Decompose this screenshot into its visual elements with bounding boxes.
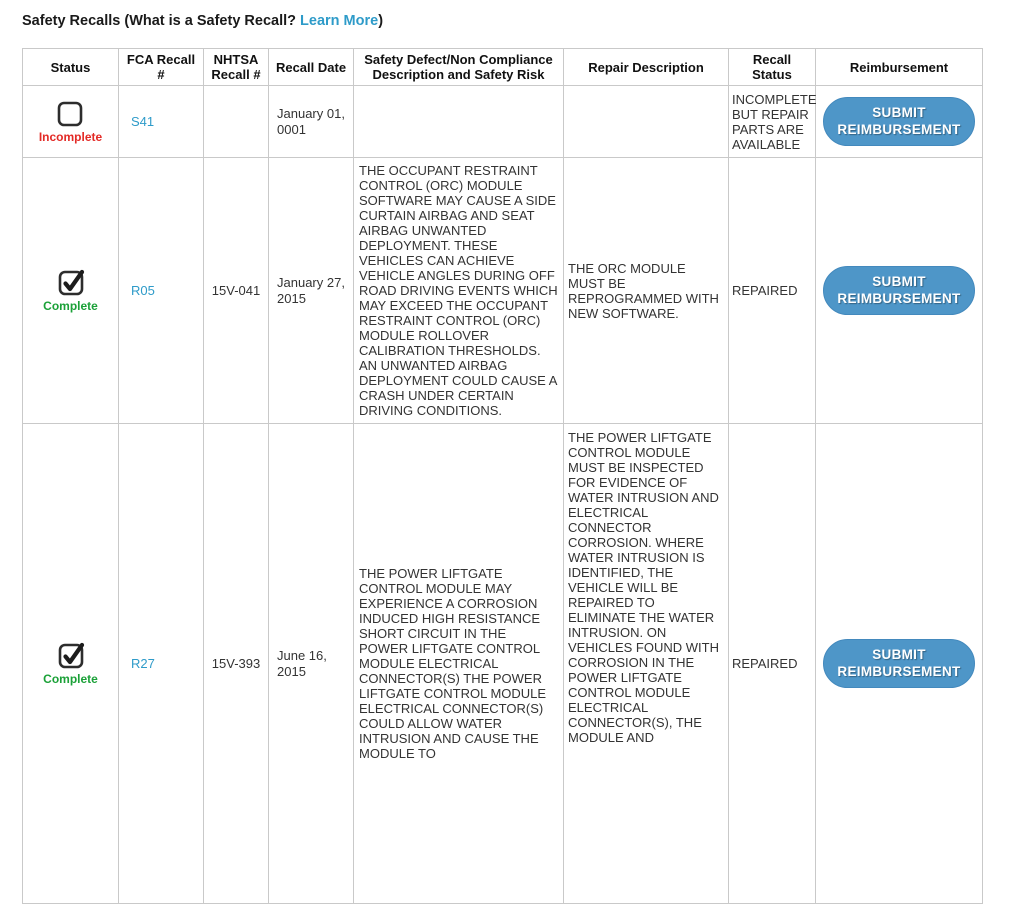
reimbursement-cell (816, 158, 983, 424)
status-cell (23, 158, 119, 424)
nhtsa-recall-cell: 15V-041 (204, 158, 269, 424)
nhtsa-recall-cell (204, 86, 269, 158)
fca-recall-cell (119, 86, 204, 158)
table-row (23, 424, 983, 904)
safety-recalls-table (22, 48, 983, 904)
column-header-status: Status (23, 49, 119, 86)
checkbox-checked-icon (57, 641, 85, 671)
defect-description-cell: THE OCCUPANT RESTRAINT CONTROL (ORC) MODULE SOFTWARE MAY CAUSE A SIDE CURTAIN AIRBAG AND SEAT AIRBAG UNWANTED DEPLOYMENT. THESE VEHICLES CAN ACHIEVE VEHICLE ANGLES DURING OFF ROAD DRIVING EVENTS WHICH MAY EXCEED THE OCCUPANT RESTRAINT CONTROL (ORC) MODULE ROLLOVER CALIBRATION THRESHOLDS. AN UNWANTED AIRBAG DEPLOYMENT COULD CAUSE A CRASH UNDER CERTAIN DRIVING CONDITIONS. (354, 158, 564, 424)
fca-recall-link[interactable]: R27 (131, 656, 155, 671)
recall-status-cell: INCOMPLETE BUT REPAIR PARTS ARE AVAILABLE (729, 86, 816, 158)
submit-reimbursement-button[interactable]: SUBMIT REIMBURSEMENT (823, 97, 975, 146)
checkbox-unchecked-icon (56, 99, 84, 129)
recall-status-cell: REPAIRED (729, 158, 816, 424)
learn-more-link[interactable]: Learn More (300, 13, 379, 29)
defect-description-cell: THE POWER LIFTGATE CONTROL MODULE MAY EXPERIENCE A CORROSION INDUCED HIGH RESISTANCE SHORT CIRCUIT IN THE POWER LIFTGATE CONTROL MODULE ELECTRICAL CONNECTOR(S) THE POWER LIFTGATE CONTROL MODULE ELECTRICAL CONNECTOR(S) COULD ALLOW WATER INTRUSION AND CAUSE THE MODULE TO (354, 424, 564, 904)
repair-description-cell: THE ORC MODULE MUST BE REPROGRAMMED WITH NEW SOFTWARE. (564, 158, 729, 424)
column-header-repair-description: Repair Description (564, 49, 729, 86)
table-row (23, 86, 983, 158)
column-header-fca-recall: FCA Recall # (119, 49, 204, 86)
status-cell (23, 86, 119, 158)
column-header-recall-status: Recall Status (729, 49, 816, 86)
fca-recall-cell (119, 424, 204, 904)
page-title (22, 13, 383, 29)
column-header-reimbursement: Reimbursement (816, 49, 983, 86)
page-title-text: Safety Recalls (What is a Safety Recall? (22, 13, 301, 29)
status-cell (23, 424, 119, 904)
recall-date-cell: June 16, 2015 (269, 424, 354, 904)
checkbox-checked-icon (57, 268, 85, 298)
reimbursement-cell (816, 86, 983, 158)
defect-description-cell (354, 86, 564, 158)
table-header-row (23, 49, 983, 86)
submit-reimbursement-button[interactable]: SUBMIT REIMBURSEMENT (823, 266, 975, 315)
column-header-nhtsa-recall: NHTSA Recall # (204, 49, 269, 86)
repair-description-cell (564, 86, 729, 158)
fca-recall-link[interactable]: S41 (131, 114, 155, 129)
recall-status-cell: REPAIRED (729, 424, 816, 904)
column-header-recall-date: Recall Date (269, 49, 354, 86)
submit-reimbursement-button[interactable]: SUBMIT REIMBURSEMENT (823, 639, 975, 688)
status-label: Incomplete (38, 130, 103, 144)
fca-recall-cell (119, 158, 204, 424)
table-row (23, 158, 983, 424)
repair-description-cell: THE POWER LIFTGATE CONTROL MODULE MUST BE INSPECTED FOR EVIDENCE OF WATER INTRUSION AND ELECTRICAL CONNECTOR CORROSION. WHERE WATER INTRUSION IS IDENTIFIED, THE VEHICLE WILL BE REPAIRED TO ELIMINATE THE WATER INTRUSION. ON VEHICLES FOUND WITH CORROSION IN THE POWER LIFTGATE CONTROL MODULE ELECTRICAL CONNECTOR(S), THE MODULE AND (564, 424, 729, 904)
recall-date-cell: January 01, 0001 (269, 86, 354, 158)
page-title-suffix: ) (378, 13, 384, 29)
column-header-defect-description: Safety Defect/Non Compliance Description and Safety Risk (354, 49, 564, 86)
nhtsa-recall-cell: 15V-393 (204, 424, 269, 904)
fca-recall-link[interactable]: R05 (131, 283, 155, 298)
recall-date-cell: January 27, 2015 (269, 158, 354, 424)
status-label: Complete (43, 672, 98, 686)
reimbursement-cell (816, 424, 983, 904)
status-label: Complete (43, 299, 98, 313)
